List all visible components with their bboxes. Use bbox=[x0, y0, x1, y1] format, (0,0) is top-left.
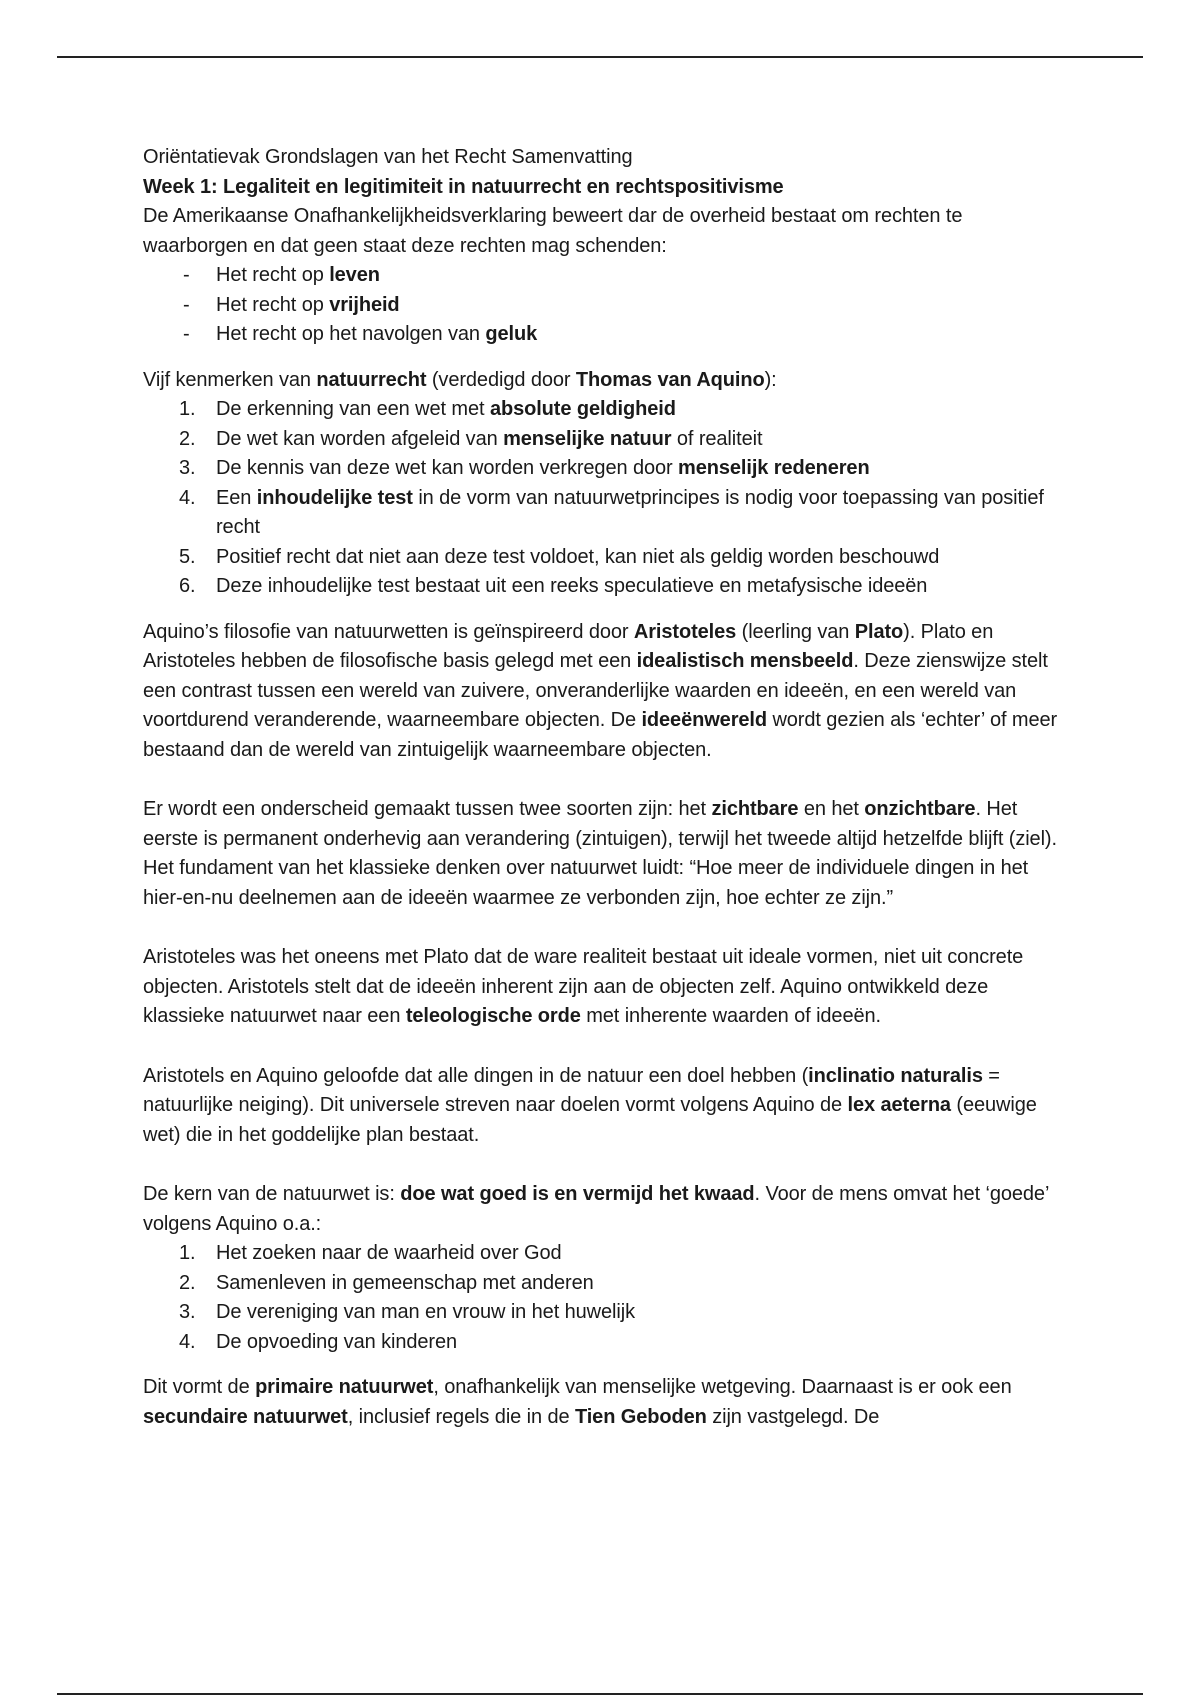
fundament-paragraph: Het fundament van het klassieke denken over natuurwet luidt: “Hoe meer de individuele dingen in het hier-en-nu deelnemen aan de ideeën waarmee ze verbonden zijn, hoe echter ze zijn.” bbox=[143, 857, 1029, 909]
aquino-paragraph: Aquino’s filosofie van natuurwetten is geïnspireerd door Aristoteles (leerling van Plato). Plato en Aristoteles hebben de filosofische basis gelegd met een idealistisch mensbeeld. Deze zienswijze stelt een contrast tussen een wereld van zuivere, onveranderlijke waarden en ideeën, en een wereld van voortdurend veranderende, waarneembare objecten. De ideeënwereld wordt gezien als ‘echter’ of meer bestaand dan de wereld van zintuigelijk waarneembare objecten. bbox=[143, 620, 1058, 761]
natuurrecht-intro: Vijf kenmerken van natuurrecht (verdedigd door Thomas van Aquino): bbox=[143, 368, 777, 391]
footer-rule bbox=[57, 1693, 1143, 1695]
header-rule bbox=[57, 56, 1143, 58]
list-item: - Het recht op het navolgen van geluk bbox=[183, 323, 538, 345]
list-item: 3. De kennis van deze wet kan worden verkregen door menselijk redeneren bbox=[179, 457, 870, 479]
list-item: 1. De erkenning van een wet met absolute geldigheid bbox=[179, 398, 676, 420]
goede-list bbox=[143, 1239, 1063, 1357]
document-title: Oriëntatievak Grondslagen van het Recht Samenvatting bbox=[143, 146, 633, 168]
zijn-paragraph: Er wordt een onderscheid gemaakt tussen twee soorten zijn: het zichtbare en het onzichtbare. Het eerste is permanent onderhevig aan verandering (zintuigen), terwijl het tweede altijd hetzelfde blijft (ziel). bbox=[143, 798, 1057, 850]
list-item: 4. De opvoeding van kinderen bbox=[179, 1330, 458, 1353]
rights-list bbox=[143, 261, 1063, 350]
list-item: 4. Een inhoudelijke test in de vorm van natuurwetprincipes is nodig voor toepassing van positief recht bbox=[179, 486, 1044, 538]
list-item: 5. Positief recht dat niet aan deze test voldoet, kan niet als geldig worden beschouwd bbox=[179, 545, 940, 568]
list-item: 1. Het zoeken naar de waarheid over God bbox=[179, 1242, 562, 1264]
document-body bbox=[143, 143, 1063, 1432]
list-item: 2. De wet kan worden afgeleid van menselijke natuur of realiteit bbox=[179, 427, 763, 450]
list-item: - Het recht op leven bbox=[183, 264, 380, 286]
kern-paragraph: De kern van de natuurwet is: doe wat goed is en vermijd het kwaad. Voor de mens omvat het ‘goede’ volgens Aquino o.a.: bbox=[143, 1183, 1049, 1235]
list-item: 6. Deze inhoudelijke test bestaat uit een reeks speculatieve en metafysische ideeën bbox=[179, 575, 928, 597]
primair-paragraph: Dit vormt de primaire natuurwet, onafhankelijk van menselijke wetgeving. Daarnaast is er ook een secundaire natuurwet, inclusief regels die in de Tien Geboden zijn vastgelegd. De bbox=[143, 1376, 1012, 1428]
list-item: - Het recht op vrijheid bbox=[183, 293, 400, 316]
intro-paragraph: De Amerikaanse Onafhankelijkheidsverklaring beweert dar de overheid bestaat om rechten te waarborgen en dat geen staat deze rechten mag schenden: bbox=[143, 205, 963, 257]
list-item: 2. Samenleven in gemeenschap met anderen bbox=[179, 1271, 594, 1294]
week-heading: Week 1: Legaliteit en legitimiteit in natuurrecht en rechtspositivisme bbox=[143, 175, 784, 198]
doel-paragraph: Aristotels en Aquino geloofde dat alle dingen in de natuur een doel hebben (inclinatio naturalis = natuurlijke neiging). Dit universele streven naar doelen vormt volgens Aquino de lex aeterna (eeuwige wet) die in het goddelijke plan bestaat. bbox=[143, 1064, 1037, 1146]
kenmerken-list bbox=[143, 395, 1063, 602]
list-item: 3. De vereniging van man en vrouw in het huwelijk bbox=[179, 1301, 635, 1323]
aristoteles-paragraph: Aristoteles was het oneens met Plato dat de ware realiteit bestaat uit ideale vormen, niet uit concrete objecten. Aristotels stelt dat de ideeën inherent zijn aan de objecten zelf. Aquino ontwikkeld deze klassieke natuurwet naar een teleologische orde met inherente waarden of ideeën. bbox=[143, 946, 1024, 1027]
